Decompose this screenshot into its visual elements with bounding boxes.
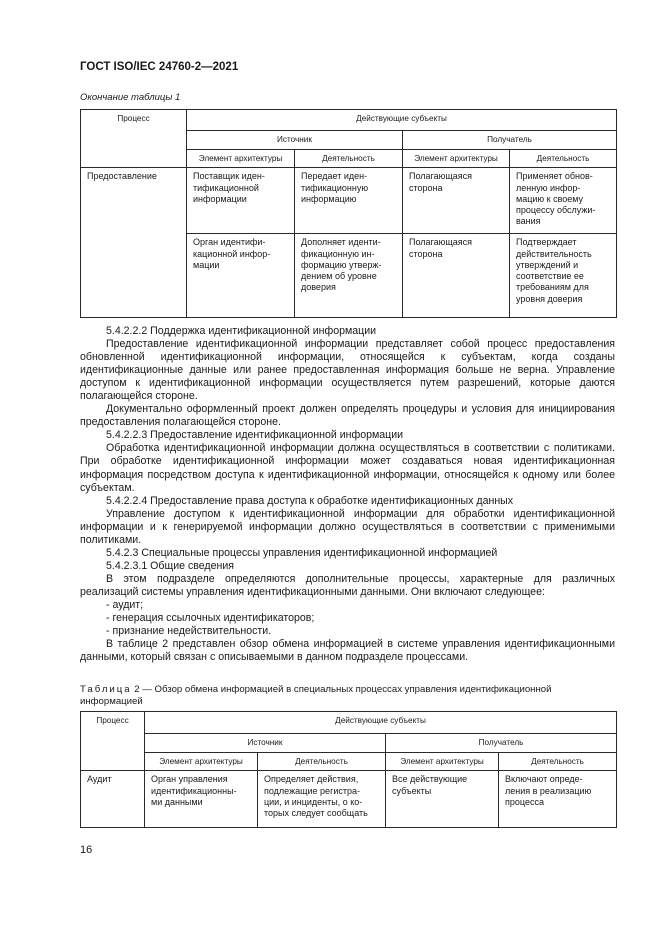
header-recipient-activity: Деятельность (499, 753, 617, 771)
table2 (80, 711, 617, 828)
source-activity-cell: Дополняет иденти- фикационную ин- формацию утверж- дением об уровне доверия (295, 234, 403, 318)
section-heading: 5.4.2.2.2 Поддержка идентификационной информации (106, 325, 377, 337)
table-row (81, 771, 617, 828)
header-source-activity: Деятельность (295, 150, 403, 168)
recipient-activity-cell: Включают опреде- ления в реализацию процесса (499, 771, 617, 828)
paragraph: Предоставление идентификационной информации представляет собой процесс предоставления обновленной идентификационной информации, относящейся к субъектам, когда созданы идентификационные данные или ранее предоставленная информация больше не верна. Управление доступом к идентификационной информации осуществляется путем разрешений, которые даются полагающейся стороне. (80, 338, 615, 403)
source-element-cell: Орган идентифи- кационной инфор- мации (187, 234, 295, 318)
recipient-activity-cell: Подтверждает действительность утверждений и соответствие ее требованиям для уровня доверия (510, 234, 617, 318)
table2-caption-text: 2 — Обзор обмена информацией в специальных процессах управления идентификационной информацией (80, 684, 552, 707)
body-text (80, 325, 615, 664)
source-element-cell: Поставщик иден- тификационной информации (187, 168, 295, 234)
header-source-element: Элемент архитектуры (187, 150, 295, 168)
process-cell: Аудит (81, 771, 145, 828)
header-subjects: Действующие субъекты (145, 712, 617, 734)
section-heading: 5.4.2.3 Специальные процессы управления идентификационной информацией (106, 546, 498, 559)
table-row (81, 168, 617, 234)
source-element-cell: Орган управления идентификационны- ми данными (145, 771, 258, 828)
table2-caption-label: Таблица (80, 684, 132, 695)
header-recipient-element: Элемент архитектуры (403, 150, 510, 168)
page-number: 16 (80, 844, 93, 856)
standard-id: ГОСТ ISO/IEC 24760-2—2021 (80, 61, 239, 73)
source-activity-cell: Передает иден- тификационную информацию (295, 168, 403, 234)
section-heading: 5.4.2.2.3 Предоставление идентификационной информации (106, 429, 404, 442)
table1 (80, 109, 617, 318)
paragraph: В таблице 2 представлен обзор обмена информацией в системе управления идентификационными данными, который связан с описываемыми в данном подразделе процессами. (80, 638, 615, 664)
paragraph: Обработка идентификационной информации должна осуществляться в соответствии с политиками. При обработке идентификационной информации может создаваться новая идентификационная информация посредством доступа к идентификационной информации, относящейся к одному или более субъектам. (80, 442, 615, 494)
header-source-element: Элемент архитектуры (145, 753, 258, 771)
list-item: - аудит; (106, 598, 144, 611)
recipient-element-cell: Полагающаяся сторона (403, 168, 510, 234)
process-cell: Предоставление (81, 168, 187, 318)
recipient-element-cell: Все действующие субъекты (386, 771, 499, 828)
header-source: Источник (145, 734, 386, 753)
list-item: - генерация ссылочных идентификаторов; (106, 612, 315, 625)
list-item: - признание недействительности. (106, 625, 272, 638)
paragraph: Управление доступом к идентификационной информации для обработки идентификационной информации и к генерируемой информации должно осуществляться в соответствии с применимыми политиками. (80, 507, 615, 546)
header-source-activity: Деятельность (258, 753, 386, 771)
header-process: Процесс (81, 110, 187, 168)
header-recipient-activity: Деятельность (510, 150, 617, 168)
table1-caption: Окончание таблицы 1 (80, 92, 181, 103)
recipient-element-cell: Полагающаяся сторона (403, 234, 510, 318)
header-source: Источник (187, 131, 403, 150)
recipient-activity-cell: Применяет обнов- ленную инфор- мацию к своему процессу обслужи- вания (510, 168, 617, 234)
section-heading: 5.4.2.3.1 Общие сведения (106, 559, 234, 572)
table2-caption (80, 684, 615, 708)
header-recipient: Получатель (386, 734, 617, 753)
header-recipient: Получатель (403, 131, 617, 150)
paragraph: Документально оформленный проект должен определять процедуры и условия для инициирования предоставления полагающейся стороне. (80, 403, 615, 429)
section-heading: 5.4.2.2.4 Предоставление права доступа к обработке идентификационных данных (106, 494, 514, 507)
header-process: Процесс (81, 712, 145, 771)
header-subjects: Действующие субъекты (187, 110, 617, 131)
header-recipient-element: Элемент архитектуры (386, 753, 499, 771)
source-activity-cell: Определяет действия, подлежащие регистра- ции, и инциденты, о ко- торых следует сообщать (258, 771, 386, 828)
paragraph: В этом подразделе определяются дополнительные процессы, характерные для различных реализаций системы управления идентификационными данными. Они включают следующее: (80, 572, 615, 598)
